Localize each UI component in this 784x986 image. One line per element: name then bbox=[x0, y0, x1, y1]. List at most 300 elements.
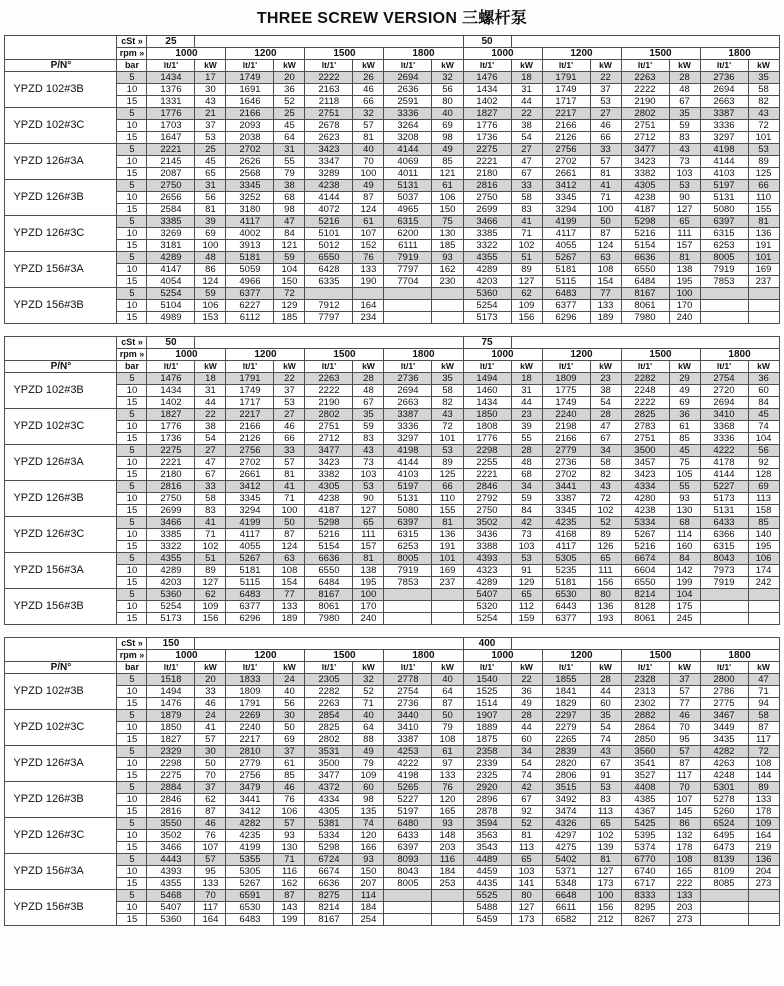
bar-value: 10 bbox=[117, 300, 147, 312]
rpm-header: 1800 bbox=[384, 48, 463, 60]
power-value: 160 bbox=[669, 541, 700, 553]
power-value: 42 bbox=[511, 517, 542, 529]
power-value: 76 bbox=[353, 252, 384, 264]
power-value: 69 bbox=[748, 481, 779, 493]
table-row bbox=[5, 409, 779, 421]
table-row bbox=[5, 746, 779, 758]
rpm-header: 1800 bbox=[384, 349, 463, 361]
flow-value: 2896 bbox=[463, 794, 511, 806]
power-value: 61 bbox=[432, 180, 463, 192]
power-value: 88 bbox=[353, 734, 384, 746]
power-value: 43 bbox=[748, 108, 779, 120]
power-value: 42 bbox=[511, 782, 542, 794]
power-value: 89 bbox=[748, 156, 779, 168]
pump-table-cst-50-75 bbox=[4, 336, 779, 625]
flow-value: 4355 bbox=[463, 252, 511, 264]
flow-value: 3181 bbox=[147, 240, 195, 252]
flow-value: 6604 bbox=[621, 565, 669, 577]
bar-value: 10 bbox=[117, 264, 147, 276]
power-value: 114 bbox=[353, 890, 384, 902]
table-row bbox=[5, 240, 779, 252]
bar-value: 10 bbox=[117, 866, 147, 878]
power-value: 36 bbox=[511, 686, 542, 698]
power-value: 57 bbox=[353, 120, 384, 132]
flow-value: 2694 bbox=[384, 72, 432, 84]
power-value: 81 bbox=[748, 216, 779, 228]
power-value: 30 bbox=[274, 710, 305, 722]
power-value: 67 bbox=[195, 469, 226, 481]
flow-value: 2816 bbox=[147, 481, 195, 493]
power-value: 113 bbox=[748, 493, 779, 505]
flow-value: 6717 bbox=[621, 878, 669, 890]
power-value: 49 bbox=[432, 144, 463, 156]
flow-value: 5131 bbox=[700, 192, 748, 204]
flow-value: 3502 bbox=[147, 830, 195, 842]
flow-value: 2222 bbox=[621, 84, 669, 96]
flow-value: 2126 bbox=[226, 433, 274, 445]
flow-value: 2190 bbox=[621, 96, 669, 108]
power-value: 230 bbox=[432, 276, 463, 288]
power-value: 67 bbox=[511, 794, 542, 806]
power-value: 23 bbox=[590, 373, 621, 385]
flow-value: 2694 bbox=[384, 385, 432, 397]
power-value: 28 bbox=[511, 710, 542, 722]
flow-value: 2878 bbox=[463, 806, 511, 818]
flow-value: 4289 bbox=[463, 577, 511, 589]
power-value: 124 bbox=[590, 240, 621, 252]
power-value: 44 bbox=[511, 397, 542, 409]
flow-value: 6111 bbox=[384, 240, 432, 252]
bar-value: 10 bbox=[117, 722, 147, 734]
flow-value: 4334 bbox=[621, 481, 669, 493]
model-name: YPZD 126#3C bbox=[5, 216, 117, 252]
power-value: 107 bbox=[353, 228, 384, 240]
power-value: 253 bbox=[432, 878, 463, 890]
table-row bbox=[5, 770, 779, 782]
power-value: 191 bbox=[748, 240, 779, 252]
flow-value: 3466 bbox=[147, 517, 195, 529]
flow-value: 2263 bbox=[305, 373, 353, 385]
table-row bbox=[5, 818, 779, 830]
power-value: 50 bbox=[274, 722, 305, 734]
power-value: 71 bbox=[195, 529, 226, 541]
flow-value: 2328 bbox=[621, 674, 669, 686]
table-row bbox=[5, 601, 779, 613]
flow-value: 5360 bbox=[147, 589, 195, 601]
table-row bbox=[5, 252, 779, 264]
power-value: 71 bbox=[274, 493, 305, 505]
flow-value: 5173 bbox=[147, 613, 195, 625]
power-value: 112 bbox=[511, 601, 542, 613]
flow-value: 2663 bbox=[700, 96, 748, 108]
power-value: 48 bbox=[511, 457, 542, 469]
power-value: 50 bbox=[432, 710, 463, 722]
flow-value: 2694 bbox=[700, 397, 748, 409]
flow-value: 4198 bbox=[700, 144, 748, 156]
flow-value: 1776 bbox=[463, 120, 511, 132]
power-value: 48 bbox=[669, 84, 700, 96]
power-value: 101 bbox=[748, 252, 779, 264]
flow-value bbox=[700, 288, 748, 300]
power-value: 67 bbox=[669, 96, 700, 108]
power-value bbox=[432, 288, 463, 300]
flow-value: 4198 bbox=[384, 770, 432, 782]
flow-value: 5334 bbox=[621, 517, 669, 529]
flow-value: 2166 bbox=[226, 108, 274, 120]
flow-unit-header: lt/1' bbox=[384, 60, 432, 72]
power-value bbox=[432, 890, 463, 902]
flow-value: 2712 bbox=[621, 132, 669, 144]
flow-value: 2298 bbox=[463, 445, 511, 457]
power-value: 170 bbox=[353, 601, 384, 613]
power-value: 120 bbox=[353, 830, 384, 842]
flow-value: 7853 bbox=[384, 577, 432, 589]
table-row bbox=[5, 866, 779, 878]
flow-unit-header: lt/1' bbox=[463, 60, 511, 72]
flow-value: 5216 bbox=[305, 216, 353, 228]
power-value: 18 bbox=[511, 72, 542, 84]
flow-value: 6428 bbox=[305, 264, 353, 276]
power-value: 40 bbox=[432, 674, 463, 686]
flow-value: 3550 bbox=[147, 818, 195, 830]
table-row bbox=[5, 806, 779, 818]
flow-value: 4055 bbox=[542, 240, 590, 252]
bar-value: 15 bbox=[117, 312, 147, 324]
power-value: 46 bbox=[195, 818, 226, 830]
power-value: 52 bbox=[511, 818, 542, 830]
power-value: 37 bbox=[274, 746, 305, 758]
cst-label: cSt » bbox=[117, 337, 147, 349]
flow-value: 8167 bbox=[305, 914, 353, 926]
flow-value: 1331 bbox=[147, 96, 195, 108]
bar-value: 5 bbox=[117, 674, 147, 686]
power-value: 165 bbox=[432, 806, 463, 818]
flow-value: 2839 bbox=[542, 746, 590, 758]
bar-value: 10 bbox=[117, 794, 147, 806]
power-value: 77 bbox=[669, 698, 700, 710]
table-row bbox=[5, 300, 779, 312]
power-value: 36 bbox=[748, 373, 779, 385]
flow-value: 1791 bbox=[226, 698, 274, 710]
power-value: 27 bbox=[590, 108, 621, 120]
flow-value: 4117 bbox=[542, 541, 590, 553]
power-value: 126 bbox=[590, 541, 621, 553]
power-value: 38 bbox=[195, 421, 226, 433]
flow-value: 2779 bbox=[226, 758, 274, 770]
flow-value: 2298 bbox=[147, 758, 195, 770]
power-value: 136 bbox=[590, 601, 621, 613]
flow-value: 1775 bbox=[542, 385, 590, 397]
flow-value: 1434 bbox=[463, 84, 511, 96]
flow-value: 3289 bbox=[305, 168, 353, 180]
power-value: 144 bbox=[748, 770, 779, 782]
bar-value: 15 bbox=[117, 96, 147, 108]
flow-value: 8214 bbox=[305, 902, 353, 914]
flow-value: 6480 bbox=[384, 818, 432, 830]
flow-value: 7973 bbox=[700, 565, 748, 577]
table-row bbox=[5, 168, 779, 180]
flow-value: 6296 bbox=[542, 312, 590, 324]
table-row bbox=[5, 469, 779, 481]
flow-unit-header: lt/1' bbox=[700, 662, 748, 674]
bar-value: 10 bbox=[117, 830, 147, 842]
flow-value bbox=[700, 613, 748, 625]
flow-value: 4435 bbox=[463, 878, 511, 890]
flow-value: 5355 bbox=[226, 854, 274, 866]
power-value: 18 bbox=[511, 373, 542, 385]
power-value: 100 bbox=[353, 168, 384, 180]
flow-value: 3479 bbox=[226, 782, 274, 794]
power-unit-header: kW bbox=[748, 662, 779, 674]
flow-value: 4069 bbox=[384, 156, 432, 168]
power-value: 103 bbox=[511, 541, 542, 553]
rpm-header: 1500 bbox=[621, 349, 700, 361]
power-value: 17 bbox=[195, 72, 226, 84]
power-value: 75 bbox=[669, 457, 700, 469]
power-value: 20 bbox=[274, 72, 305, 84]
power-value: 100 bbox=[353, 589, 384, 601]
flow-value: 5227 bbox=[700, 481, 748, 493]
flow-value: 8043 bbox=[384, 866, 432, 878]
flow-value: 2145 bbox=[147, 156, 195, 168]
flow-value: 8128 bbox=[621, 601, 669, 613]
power-value: 56 bbox=[195, 192, 226, 204]
power-value: 136 bbox=[748, 228, 779, 240]
flow-value: 1717 bbox=[542, 96, 590, 108]
flow-value: 5131 bbox=[384, 180, 432, 192]
flow-value: 3440 bbox=[384, 710, 432, 722]
flow-value: 5488 bbox=[463, 902, 511, 914]
power-value: 58 bbox=[511, 192, 542, 204]
power-value: 80 bbox=[590, 589, 621, 601]
flow-value: 5154 bbox=[305, 541, 353, 553]
flow-value: 5080 bbox=[384, 505, 432, 517]
flow-value: 5181 bbox=[226, 565, 274, 577]
table-row bbox=[5, 517, 779, 529]
flow-value: 2756 bbox=[542, 144, 590, 156]
flow-value: 2702 bbox=[542, 156, 590, 168]
power-value: 173 bbox=[590, 878, 621, 890]
flow-value: 4203 bbox=[147, 577, 195, 589]
power-value: 93 bbox=[432, 252, 463, 264]
flow-value: 2736 bbox=[384, 373, 432, 385]
bar-value: 15 bbox=[117, 397, 147, 409]
power-value: 25 bbox=[274, 108, 305, 120]
power-value: 127 bbox=[511, 276, 542, 288]
model-name: YPZD 126#3C bbox=[5, 818, 117, 854]
flow-value: 2750 bbox=[147, 180, 195, 192]
table-row bbox=[5, 698, 779, 710]
power-value: 111 bbox=[669, 228, 700, 240]
power-value: 133 bbox=[353, 264, 384, 276]
power-value: 53 bbox=[590, 782, 621, 794]
flow-value: 1494 bbox=[463, 373, 511, 385]
flow-value: 4393 bbox=[463, 553, 511, 565]
power-value: 75 bbox=[432, 216, 463, 228]
flow-value: 2190 bbox=[305, 397, 353, 409]
flow-value bbox=[700, 890, 748, 902]
power-value: 107 bbox=[669, 794, 700, 806]
flow-value: 3180 bbox=[226, 204, 274, 216]
rpm-header: 1000 bbox=[147, 349, 226, 361]
table-row bbox=[5, 144, 779, 156]
power-value: 33 bbox=[195, 686, 226, 698]
power-value: 53 bbox=[195, 132, 226, 144]
power-value: 21 bbox=[195, 108, 226, 120]
flow-value: 5012 bbox=[305, 240, 353, 252]
table-row bbox=[5, 794, 779, 806]
power-value: 41 bbox=[590, 180, 621, 192]
power-unit-header: kW bbox=[669, 60, 700, 72]
power-value: 83 bbox=[195, 505, 226, 517]
flow-value: 4408 bbox=[621, 782, 669, 794]
rpm-header: 1000 bbox=[147, 48, 226, 60]
bar-value: 10 bbox=[117, 457, 147, 469]
power-value: 237 bbox=[432, 577, 463, 589]
flow-value: 2802 bbox=[621, 108, 669, 120]
model-name: YPZD 156#3A bbox=[5, 252, 117, 288]
power-value: 98 bbox=[432, 132, 463, 144]
rpm-header: 1800 bbox=[700, 48, 779, 60]
power-value: 73 bbox=[511, 529, 542, 541]
power-value: 97 bbox=[432, 758, 463, 770]
power-value: 50 bbox=[590, 216, 621, 228]
power-value: 125 bbox=[432, 469, 463, 481]
bar-value: 15 bbox=[117, 577, 147, 589]
power-unit-header: kW bbox=[590, 662, 621, 674]
model-name: YPZD 156#3B bbox=[5, 288, 117, 324]
power-value: 47 bbox=[511, 156, 542, 168]
power-value: 70 bbox=[669, 782, 700, 794]
flow-unit-header: lt/1' bbox=[305, 662, 353, 674]
power-value: 156 bbox=[590, 902, 621, 914]
flow-value: 2816 bbox=[463, 180, 511, 192]
power-value: 53 bbox=[590, 96, 621, 108]
power-value: 81 bbox=[590, 854, 621, 866]
flow-value: 2279 bbox=[542, 722, 590, 734]
power-value: 127 bbox=[353, 505, 384, 517]
flow-value: 2751 bbox=[621, 433, 669, 445]
flow-value: 1476 bbox=[147, 373, 195, 385]
flow-value: 2265 bbox=[542, 734, 590, 746]
flow-value: 6377 bbox=[226, 288, 274, 300]
power-value: 30 bbox=[195, 84, 226, 96]
power-value: 53 bbox=[748, 144, 779, 156]
power-value: 69 bbox=[432, 120, 463, 132]
flow-value: 4305 bbox=[621, 180, 669, 192]
power-value: 22 bbox=[590, 72, 621, 84]
flow-value: 2800 bbox=[700, 674, 748, 686]
table-row bbox=[5, 445, 779, 457]
power-value: 100 bbox=[590, 890, 621, 902]
power-value: 103 bbox=[669, 168, 700, 180]
flow-value: 6112 bbox=[226, 312, 274, 324]
power-value: 31 bbox=[274, 144, 305, 156]
flow-value: 5216 bbox=[305, 529, 353, 541]
flow-value: 2297 bbox=[542, 710, 590, 722]
flow-value: 3412 bbox=[226, 481, 274, 493]
power-value: 108 bbox=[590, 264, 621, 276]
flow-value: 5425 bbox=[621, 818, 669, 830]
power-value: 53 bbox=[274, 397, 305, 409]
power-value: 87 bbox=[432, 698, 463, 710]
flow-value: 5305 bbox=[542, 553, 590, 565]
flow-value: 1855 bbox=[542, 674, 590, 686]
flow-value: 7912 bbox=[305, 300, 353, 312]
power-value: 89 bbox=[195, 565, 226, 577]
flow-unit-header: lt/1' bbox=[147, 662, 195, 674]
bar-value: 15 bbox=[117, 698, 147, 710]
power-value: 25 bbox=[195, 144, 226, 156]
flow-value: 2825 bbox=[621, 409, 669, 421]
model-name: YPZD 126#3B bbox=[5, 180, 117, 216]
flow-value: 6724 bbox=[305, 854, 353, 866]
flow-value: 4168 bbox=[542, 529, 590, 541]
power-unit-header: kW bbox=[195, 662, 226, 674]
flow-value: 1850 bbox=[147, 722, 195, 734]
flow-value bbox=[384, 589, 432, 601]
flow-value bbox=[384, 914, 432, 926]
power-value: 128 bbox=[748, 469, 779, 481]
flow-value: 1889 bbox=[463, 722, 511, 734]
power-value: 140 bbox=[748, 529, 779, 541]
power-value: 106 bbox=[274, 806, 305, 818]
power-value: 173 bbox=[511, 914, 542, 926]
power-value: 190 bbox=[353, 276, 384, 288]
power-value: 81 bbox=[353, 553, 384, 565]
table-row bbox=[5, 120, 779, 132]
power-value: 154 bbox=[274, 577, 305, 589]
flow-value: 3336 bbox=[700, 433, 748, 445]
flow-value: 2626 bbox=[226, 156, 274, 168]
flow-value: 1736 bbox=[463, 132, 511, 144]
model-name: YPZD 102#3B bbox=[5, 373, 117, 409]
power-value: 184 bbox=[432, 866, 463, 878]
flow-value: 2661 bbox=[542, 168, 590, 180]
flow-value: 6770 bbox=[621, 854, 669, 866]
flow-value: 6495 bbox=[700, 830, 748, 842]
flow-unit-header: lt/1' bbox=[621, 60, 669, 72]
power-value: 121 bbox=[274, 240, 305, 252]
power-value: 60 bbox=[511, 734, 542, 746]
power-value bbox=[748, 589, 779, 601]
power-value: 61 bbox=[274, 758, 305, 770]
power-value: 54 bbox=[590, 397, 621, 409]
flow-value: 3345 bbox=[226, 493, 274, 505]
power-value: 72 bbox=[432, 421, 463, 433]
flow-value: 6315 bbox=[700, 541, 748, 553]
power-value: 162 bbox=[274, 878, 305, 890]
power-value: 52 bbox=[590, 517, 621, 529]
flow-value: 3531 bbox=[305, 746, 353, 758]
power-unit-header: kW bbox=[353, 60, 384, 72]
pn-header: P/N° bbox=[5, 60, 117, 72]
power-value: 70 bbox=[195, 890, 226, 902]
flow-value: 2783 bbox=[621, 421, 669, 433]
flow-value: 7919 bbox=[384, 565, 432, 577]
power-value: 74 bbox=[353, 818, 384, 830]
rpm-header: 1000 bbox=[463, 48, 542, 60]
flow-value: 1809 bbox=[542, 373, 590, 385]
flow-value: 3347 bbox=[305, 156, 353, 168]
power-unit-header: kW bbox=[353, 662, 384, 674]
flow-value: 5301 bbox=[700, 782, 748, 794]
flow-value: 5173 bbox=[700, 493, 748, 505]
power-value: 85 bbox=[274, 770, 305, 782]
flow-unit-header: lt/1' bbox=[463, 662, 511, 674]
power-value: 44 bbox=[511, 722, 542, 734]
power-unit-header: kW bbox=[432, 60, 463, 72]
